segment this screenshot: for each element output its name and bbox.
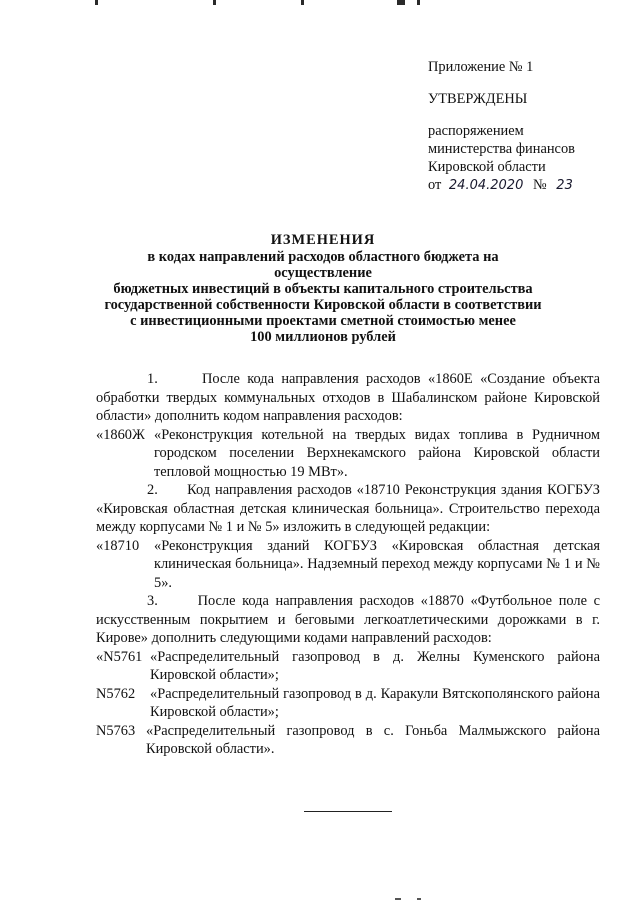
annex-label: Приложение № 1 — [428, 59, 534, 75]
item-number: 3. — [147, 593, 158, 609]
number-sign: № — [532, 177, 547, 193]
entry-text: «Реконструкция котельной на твердых видах топлива в Рудничном городском поселении Верхнекамского района Кировской области тепловой мощностью 19 МВт». — [154, 426, 600, 480]
title-main: ИЗМЕНЕНИЯ — [270, 232, 376, 248]
approval-line-3: Кировской области — [428, 159, 546, 175]
entry-text: «Распределительный газопровод в с. Гоньба Малмыжского района Кировской области». — [146, 722, 600, 757]
item-3-entry-1 — [96, 648, 600, 685]
entry-text: «Распределительный газопровод в д. Желны Куменского района Кировской области»; — [150, 648, 600, 683]
item-text: После кода направления расходов «18870 «Футбольное поле с искусственным покрытием и беговыми легкоатлетическими дорожками в г. Кирове» дополнить следующими кодами направлений расходов: — [96, 593, 600, 646]
document-body — [96, 370, 600, 759]
approval-line-2: министерства финансов — [428, 141, 575, 157]
item-text: После кода направления расходов «1860Е «Создание объекта обработки твердых коммунальных отходов в Шабалинском районе Кировской области» дополнить кодом направления расходов: — [96, 371, 600, 424]
scan-artifact-bottom — [395, 898, 435, 902]
approval-block — [428, 58, 628, 195]
item-3-entry-3 — [96, 722, 600, 759]
item-2-entry-1 — [96, 537, 600, 593]
date-prefix: от — [428, 177, 442, 193]
approval-line-1: распоряжением — [428, 123, 524, 139]
scan-artifact-top — [95, 0, 425, 6]
item-2-paragraph — [96, 481, 600, 537]
item-1-paragraph — [96, 370, 600, 426]
handwritten-number: 23 — [556, 178, 573, 193]
document-title — [100, 232, 546, 345]
approved-label: УТВЕРЖДЕНЫ — [428, 91, 528, 107]
item-text: Код направления расходов «18710 Реконструкция здания КОГБУЗ «Кировская областная детская клиническая больница». Строительство перехода между корпусами № 1 и № 5» изложить в следующей редакции: — [96, 482, 600, 535]
title-line-4: с инвестиционными проектами сметной стоимостью менее — [130, 313, 516, 329]
entry-code: «1860Ж — [96, 426, 145, 443]
item-number: 1. — [147, 371, 158, 387]
end-divider — [304, 811, 392, 812]
item-3-paragraph — [96, 592, 600, 648]
item-1-entry-1 — [96, 426, 600, 482]
title-line-2: бюджетных инвестиций в объекты капитального строительства — [113, 281, 533, 297]
item-3-entry-2 — [96, 685, 600, 722]
title-line-3: государственной собственности Кировской области в соответствии — [104, 297, 542, 313]
item-number: 2. — [147, 482, 158, 498]
title-line-1: в кодах направлений расходов областного бюджета на осуществление — [147, 249, 499, 281]
entry-text: «Реконструкция зданий КОГБУЗ «Кировская областная детская клиническая больница». Надземный переход между корпусами № 1 и № 5». — [154, 537, 600, 591]
entry-code: «18710 — [96, 537, 140, 554]
entry-code: «N5761 — [96, 648, 143, 665]
title-line-5: 100 миллионов рублей — [250, 329, 396, 345]
approval-date-line — [428, 176, 628, 195]
handwritten-date: 24.04.2020 — [448, 178, 524, 193]
entry-code: N5762 — [96, 685, 136, 702]
entry-code: N5763 — [96, 722, 136, 739]
entry-text: «Распределительный газопровод в д. Каракули Вятскополянского района Кировской области»; — [150, 685, 600, 720]
